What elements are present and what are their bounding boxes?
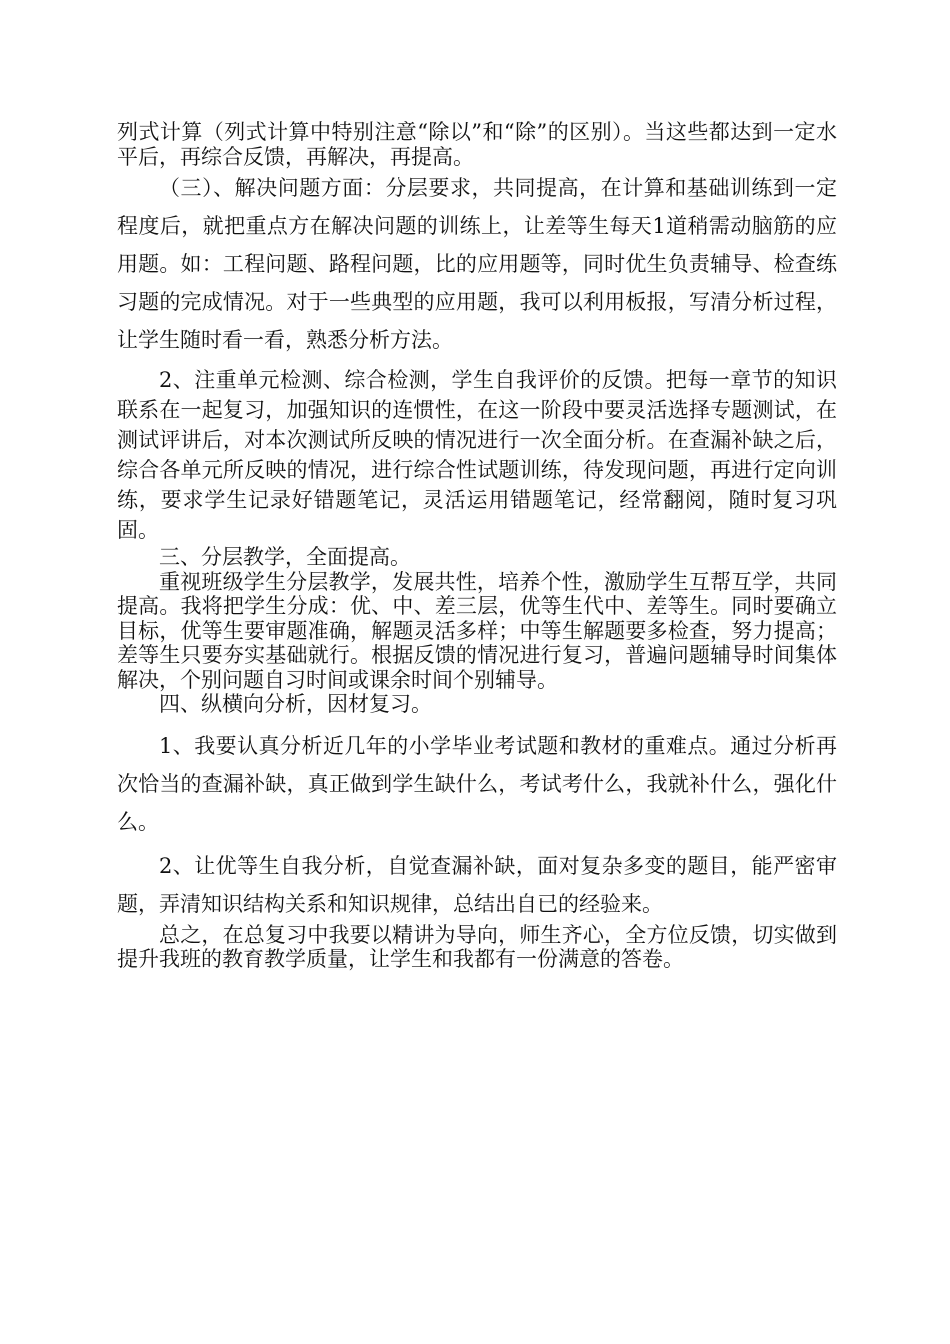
paragraph-calculation: 列式计算（列式计算中特别注意“除以”和“除”的区别）。当这些都达到一定水平后，再综合反馈，再解决，再提高。 <box>117 120 837 169</box>
heading-layered-teaching: 三、分层教学，全面提高。 <box>159 545 411 569</box>
paragraph-conclusion: 总之，在总复习中我要以精讲为导向，师生齐心，全方位反馈，切实做到提升我班的教育教学质量，让学生和我都有一份满意的答卷。 <box>117 922 837 971</box>
paragraph-self-analysis: 2、让优等生自我分析，自觉查漏补缺，面对复杂多变的题目，能严密审题，弄清知识结构关系和知识规律，总结出自已的经验来。 <box>117 853 837 916</box>
paragraph-unit-tests: 2、注重单元检测、综合检测，学生自我评价的反馈。把每一章节的知识联系在一起复习，加强知识的连惯性，在这一阶段中要灵活选择专题测试，在测试评讲后，对本次测试所反映的情况进行一次全面分析。在查漏补缺之后，综合各单元所反映的情况，进行综合性试题训练，待发现问题，再进行定向训练，要求学生记录好错题笔记，灵活运用错题笔记，经常翻阅，随时复习巩固。 <box>117 368 837 542</box>
paragraph-problem-solving: （三）、解决问题方面：分层要求，共同提高，在计算和基础训练到一定程度后，就把重点方在解决问题的训练上，让差等生每天1道稍需动脑筋的应用题。如：工程问题、路程问题，比的应用题等，同时优生负责辅导、检查练习题的完成情况。对于一些典型的应用题，我可以利用板报，写清分析过程，让学生随时看一看，熟悉分析方法。 <box>117 176 837 352</box>
paragraph-exam-analysis: 1、我要认真分析近几年的小学毕业考试题和教材的重难点。通过分析再次恰当的查漏补缺，真正做到学生缺什么，考试考什么，我就补什么，强化什么。 <box>117 733 837 834</box>
paragraph-layered-teaching: 重视班级学生分层教学，发展共性，培养个性，激励学生互帮互学，共同提高。我将把学生分成：优、中、差三层，优等生代中、差等生。同时要确立目标，优等生要审题准确，解题灵活多样；中等生解题要多检查，努力提高；差等生只要夯实基础就行。根据反馈的情况进行复习，普遍问题辅导时间集体解决，个别问题自习时间或课余时间个别辅导。 <box>117 569 837 692</box>
heading-analysis: 四、纵横向分析，因材复习。 <box>159 692 432 716</box>
document-body <box>117 120 837 972</box>
